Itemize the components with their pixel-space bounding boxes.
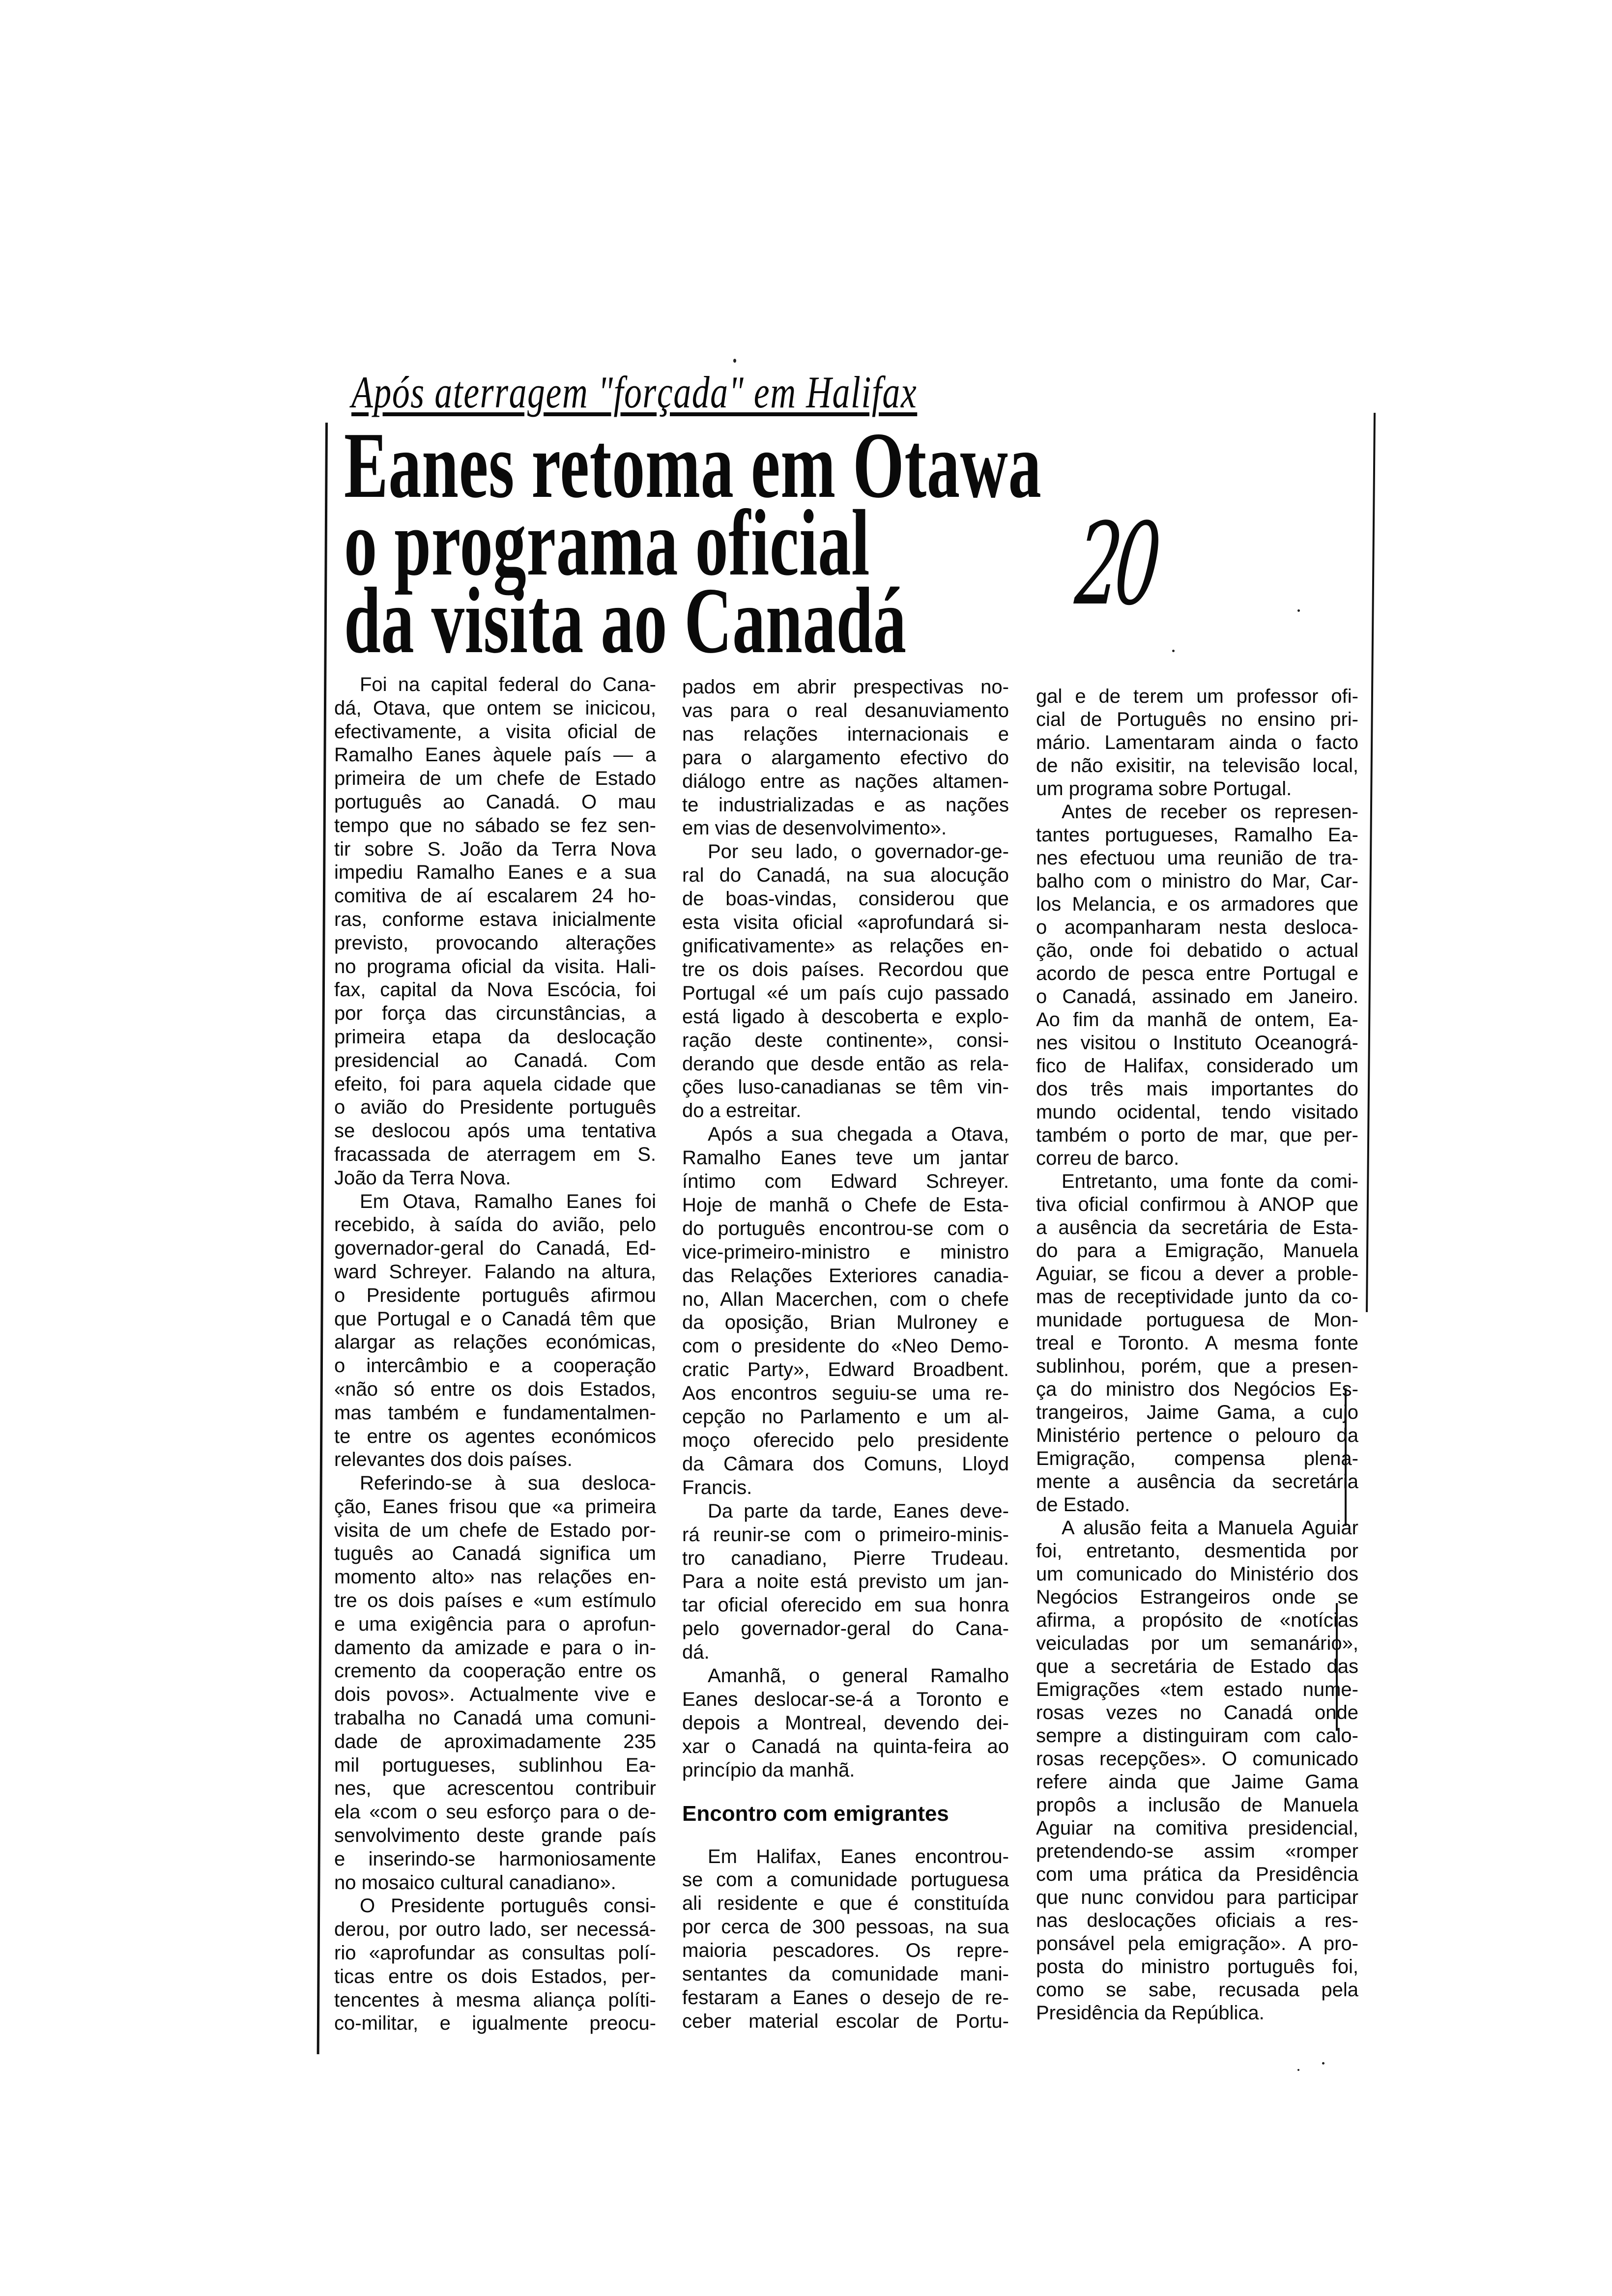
text-line: íntimo com Edward Schreyer. xyxy=(682,1171,1009,1193)
handwritten-page-number: 20 xyxy=(1071,499,1160,631)
article-headline xyxy=(344,413,1341,673)
text-line: nas deslocações oficiais a res- xyxy=(1036,1910,1358,1931)
text-line: ceber material escolar de Portu- xyxy=(682,2010,1009,2032)
article-paragraph xyxy=(682,1123,1009,1500)
text-line: Após a sua chegada a Otava, xyxy=(708,1123,1009,1146)
text-line: mente a ausência da secretária xyxy=(1036,1471,1358,1492)
text-line: gal e de terem um professor ofi- xyxy=(1036,686,1358,707)
text-line: momento alto» nas relações en- xyxy=(334,1566,656,1588)
text-line: tro canadiano, Pierre Trudeau. xyxy=(682,1547,1009,1569)
text-line: mas também e fundamentalmen- xyxy=(334,1402,656,1424)
text-line: rosas recepções». O comunicado xyxy=(1036,1748,1358,1770)
text-line: trangeiros, Jaime Gama, a cujo xyxy=(1036,1402,1358,1423)
scan-speck xyxy=(1297,2069,1299,2071)
text-line: ali residente e que é constituída xyxy=(682,1893,1009,1915)
text-line: presidencial ao Canadá. Com xyxy=(334,1049,656,1071)
text-line: Da parte da tarde, Eanes deve- xyxy=(708,1500,1009,1522)
text-line: sublinhou, porém, que a presen- xyxy=(1036,1355,1358,1377)
text-line: cial de Português no ensino pri- xyxy=(1036,709,1358,730)
text-line: e inserindo-se harmoniosamente xyxy=(334,1848,656,1870)
text-line: depois a Montreal, devendo dei- xyxy=(682,1712,1009,1734)
text-line: Ao fim da manhã de ontem, Ea- xyxy=(1036,1009,1358,1031)
text-line: dá, Otava, que ontem se inicicou, xyxy=(334,697,656,719)
text-line: tre os dois países. Recordou que xyxy=(682,958,1009,980)
article-paragraph xyxy=(334,1894,656,2036)
text-line: veiculadas por um semanário», xyxy=(1036,1633,1358,1654)
text-line: ça do ministro dos Negócios Es- xyxy=(1036,1378,1358,1400)
article-paragraph xyxy=(682,1845,1009,2034)
text-line: ção, Eanes frisou que «a primeira xyxy=(334,1495,656,1518)
text-line: refere ainda que Jaime Gama xyxy=(1036,1771,1358,1793)
text-line: Presidência da República. xyxy=(1036,2002,1265,2024)
text-line: Francis. xyxy=(682,1476,752,1498)
text-line: pelo governador-geral do Cana- xyxy=(682,1618,1009,1640)
text-line: também o porto de mar, que per- xyxy=(1036,1124,1358,1146)
text-line: Amanhã, o general Ramalho xyxy=(708,1665,1009,1687)
article-column-2 xyxy=(682,676,1009,2034)
text-line: rá reunir-se com o primeiro-minis- xyxy=(682,1523,1009,1546)
text-line: Entretanto, uma fonte da comi- xyxy=(1062,1171,1358,1192)
text-line: O Presidente português consi- xyxy=(360,1895,656,1917)
text-line: primeira etapa da deslocação xyxy=(334,1026,656,1048)
text-line: mas de receptividade junto da co- xyxy=(1036,1286,1358,1308)
text-line: comitiva de aí escalarem 24 ho- xyxy=(334,885,656,907)
text-line: propôs a inclusão de Manuela xyxy=(1036,1794,1358,1816)
text-line: um programa sobre Portugal. xyxy=(1036,778,1292,800)
text-line: no programa oficial da visita. Hali- xyxy=(334,955,656,977)
text-line: esta visita oficial «aprofundará si- xyxy=(682,912,1009,934)
text-line: posta do ministro português foi, xyxy=(1036,1956,1358,1978)
text-line: princípio da manhã. xyxy=(682,1759,855,1781)
text-line: balho com o ministro do Mar, Car- xyxy=(1036,870,1358,892)
text-line: afirma, a propósito de «notícias xyxy=(1036,1609,1358,1631)
text-line: Em Halifax, Eanes encontrou- xyxy=(708,1845,1009,1867)
text-line: acordo de pesca entre Portugal e xyxy=(1036,963,1358,984)
text-line: ções luso-canadianas se têm vin- xyxy=(682,1076,1009,1098)
text-line: que nunc convidou para participar xyxy=(1036,1887,1358,1908)
text-line: cremento da cooperação entre os xyxy=(334,1660,656,1682)
text-line: tempo que no sábado se fez sen- xyxy=(334,814,656,836)
text-line: munidade portuguesa de Mon- xyxy=(1036,1309,1358,1331)
text-line: Ramalho Eanes teve um jantar xyxy=(682,1147,1009,1169)
text-line: tir sobre S. João da Terra Nova xyxy=(334,838,656,860)
text-line: nes efectuou uma reunião de tra- xyxy=(1036,847,1358,869)
text-line: sempre a distinguiram com calo- xyxy=(1036,1725,1358,1747)
scan-speck xyxy=(1297,609,1300,612)
article-paragraph xyxy=(334,1472,656,1894)
text-line: correu de barco. xyxy=(1036,1148,1180,1169)
text-line: com uma prática da Presidência xyxy=(1036,1864,1358,1885)
text-line: tar oficial oferecido em sua honra xyxy=(682,1594,1009,1616)
text-line: ração deste continente», consi- xyxy=(682,1029,1009,1051)
text-line: «não só entre os dois Estados, xyxy=(334,1378,656,1400)
text-line: fico de Halifax, considerado um xyxy=(1036,1055,1358,1077)
text-line: damento da amizade e para o in- xyxy=(334,1636,656,1659)
text-line: rosas vezes no Canadá onde xyxy=(1036,1702,1358,1723)
text-line: do para a Emigração, Manuela xyxy=(1036,1240,1358,1262)
article-paragraph xyxy=(334,673,656,1190)
text-line: no, Allan Macerchen, com o chefe xyxy=(682,1288,1009,1310)
article-paragraph xyxy=(1036,685,1358,801)
text-line: tre os dois países e «um estímulo xyxy=(334,1590,656,1612)
text-line: das Relações Exteriores canadia- xyxy=(682,1264,1009,1287)
text-line: co-militar, e igualmente preocu- xyxy=(334,2012,656,2035)
text-line: recebido, à saída do avião, pelo xyxy=(334,1214,656,1236)
text-line: mário. Lamentaram ainda o facto xyxy=(1036,732,1358,753)
text-line: por cerca de 300 pessoas, na sua xyxy=(682,1916,1009,1938)
text-line: Portugal «é um país cujo passado xyxy=(682,982,1009,1004)
text-line: Aguiar, se ficou a dever a proble- xyxy=(1036,1263,1358,1285)
text-line: te entre os agentes económicos xyxy=(334,1425,656,1447)
text-line: está ligado à descoberta e explo- xyxy=(682,1005,1009,1028)
text-line: Referindo-se à sua desloca- xyxy=(360,1472,656,1494)
text-line: dá. xyxy=(682,1641,710,1664)
text-line: senvolvimento deste grande país xyxy=(334,1825,656,1847)
text-line: treal e Toronto. A mesma fonte xyxy=(1036,1332,1358,1354)
text-line: te industrializadas e as nações xyxy=(682,794,1009,816)
text-line: cepção no Parlamento e um al- xyxy=(682,1406,1009,1428)
text-line: da oposição, Brian Mulroney e xyxy=(682,1312,1009,1334)
text-line: mil portugueses, sublinhou Ea- xyxy=(334,1754,656,1776)
text-line: se com a comunidade portuguesa xyxy=(682,1869,1009,1891)
text-line: e uma exigência para o aprofun- xyxy=(334,1613,656,1635)
text-line: nes visitou o Instituto Oceanográ- xyxy=(1036,1032,1358,1054)
text-line: tiva oficial confirmou à ANOP que xyxy=(1036,1194,1358,1215)
text-line: Ministério pertence o pelouro da xyxy=(1036,1425,1358,1446)
text-line: para o alargamento efectivo do xyxy=(682,746,1009,769)
article-paragraph xyxy=(682,840,1009,1123)
text-line: ela «com o seu esforço para o de- xyxy=(334,1801,656,1823)
text-line: João da Terra Nova. xyxy=(334,1167,511,1189)
text-line: ral do Canadá, na sua alocução xyxy=(682,864,1009,887)
headline-line: Eanes retoma em Otawa xyxy=(344,413,1042,517)
article-column-3 xyxy=(1036,685,1358,2025)
text-line: xar o Canadá na quinta-feira ao xyxy=(682,1735,1009,1757)
text-line: nas relações internacionais e xyxy=(682,723,1009,745)
right-border-rule xyxy=(1366,413,1376,1312)
text-line: efeito, foi para aquela cidade que xyxy=(334,1073,656,1095)
text-line: derou, por outro lado, ser necessá- xyxy=(334,1919,656,1941)
text-line: ward Schreyer. Falando na altura, xyxy=(334,1261,656,1283)
text-line: Ramalho Eanes àquele país — a xyxy=(334,744,656,766)
article-kicker: Após aterragem "forçada" em Halifax xyxy=(351,367,918,417)
text-line: o avião do Presidente português xyxy=(334,1096,656,1119)
scan-speck xyxy=(733,359,736,363)
text-line: primeira de um chefe de Estado xyxy=(334,768,656,790)
text-line: fax, capital da Nova Escócia, foi xyxy=(334,979,656,1001)
headline-line: da visita ao Canadá xyxy=(344,568,907,673)
text-line: A alusão feita a Manuela Aguiar xyxy=(1062,1517,1358,1539)
text-line: ção, onde foi debatido o actual xyxy=(1036,940,1358,961)
text-line: Por seu lado, o governador-ge- xyxy=(708,841,1009,863)
text-line: previsto, provocando alterações xyxy=(334,932,656,954)
text-line: los Melancia, e os armadores que xyxy=(1036,893,1358,915)
text-line: o intercâmbio e a cooperação xyxy=(334,1355,656,1377)
text-line: do português encontrou-se com o xyxy=(682,1217,1009,1239)
text-line: tencentes à mesma aliança políti- xyxy=(334,1989,656,2011)
text-line: Hoje de manhã o Chefe de Esta- xyxy=(682,1194,1009,1216)
article-column-1 xyxy=(334,673,656,2036)
article-paragraph xyxy=(682,1665,1009,1782)
text-line: Aos encontros seguiu-se uma re- xyxy=(682,1382,1009,1405)
text-line: a ausência da secretária de Esta- xyxy=(1036,1217,1358,1238)
text-line: Eanes deslocar-se-á a Toronto e xyxy=(682,1688,1009,1710)
text-line: no mosaico cultural canadiano». xyxy=(334,1871,616,1894)
text-line: cratic Party», Edward Broadbent. xyxy=(682,1359,1009,1381)
headline-line: o programa oficial xyxy=(344,490,870,595)
text-line: gnificativamente» as relações en- xyxy=(682,935,1009,957)
text-line: governador-geral do Canadá, Ed- xyxy=(334,1237,656,1260)
text-line: dos três mais importantes do xyxy=(1036,1078,1358,1100)
text-line: por força das circunstâncias, a xyxy=(334,1003,656,1025)
article-paragraph xyxy=(1036,1517,1358,2025)
article-paragraph xyxy=(682,1500,1009,1665)
text-line: se deslocou após uma tentativa xyxy=(334,1120,656,1142)
text-line: foi, entretanto, desmentida por xyxy=(1036,1540,1358,1562)
text-line: dade de aproximadamente 235 xyxy=(334,1730,656,1752)
text-line: Emigrações «tem estado nume- xyxy=(1036,1679,1358,1700)
text-line: da Câmara dos Comuns, Lloyd xyxy=(682,1453,1009,1475)
text-line: tuguês ao Canadá significa um xyxy=(334,1543,656,1565)
text-line: de Estado. xyxy=(1036,1494,1130,1516)
text-line: como se sabe, recusada pela xyxy=(1036,1979,1358,2001)
text-line: rio «aprofundar as consultas polí- xyxy=(334,1942,656,1964)
article-paragraph xyxy=(1036,801,1358,1170)
text-line: impediu Ramalho Eanes e a sua xyxy=(334,861,656,884)
text-line: ponsável pela emigração». A pro- xyxy=(1036,1933,1358,1954)
text-line: moço oferecido pelo presidente xyxy=(682,1430,1009,1451)
text-line: sentantes da comunidade mani- xyxy=(682,1963,1009,1985)
text-line: efectivamente, a visita oficial de xyxy=(334,720,656,743)
scan-speck xyxy=(1172,650,1175,652)
text-line: português ao Canadá. O mau xyxy=(334,791,656,813)
text-line: festaram a Eanes o desejo de re- xyxy=(682,1986,1009,2009)
text-line: Aguiar na comitiva presidencial, xyxy=(1036,1817,1358,1839)
text-line: Negócios Estrangeiros onde se xyxy=(1036,1586,1358,1608)
text-line: fracassada de aterragem em S. xyxy=(334,1143,656,1165)
article-paragraph xyxy=(1036,1170,1358,1517)
text-line: Antes de receber os represen- xyxy=(1062,801,1358,823)
text-line: nes, que acrescentou contribuir xyxy=(334,1778,656,1800)
text-line: ras, conforme estava inicialmente xyxy=(334,908,656,930)
text-line: relevantes dos dois países. xyxy=(334,1449,573,1471)
text-line: que a secretária de Estado das xyxy=(1036,1656,1358,1677)
text-line: em vias de desenvolvimento». xyxy=(682,817,947,839)
text-line: Em Otava, Ramalho Eanes foi xyxy=(360,1190,656,1212)
text-line: do a estreitar. xyxy=(682,1100,802,1122)
text-line: pados em abrir prespectivas no- xyxy=(682,676,1009,698)
text-line: trabalha no Canadá uma comuni- xyxy=(334,1707,656,1729)
text-line: ticas entre os dois Estados, per- xyxy=(334,1965,656,1987)
scan-speck xyxy=(1322,2062,1324,2065)
section-subheading: Encontro com emigrantes xyxy=(682,1801,949,1826)
text-line: vice-primeiro-ministro e ministro xyxy=(682,1241,1009,1263)
text-line: com o presidente do «Neo Demo- xyxy=(682,1335,1009,1357)
text-line: alargar as relações económicas, xyxy=(334,1331,656,1353)
article-paragraph xyxy=(334,1190,656,1472)
text-line: que Portugal e o Canadá têm que xyxy=(334,1308,656,1330)
text-line: o acompanharam nesta desloca- xyxy=(1036,917,1358,938)
text-line: maioria pescadores. Os repre- xyxy=(682,1940,1009,1962)
text-line: o Presidente português afirmou xyxy=(334,1284,656,1306)
text-line: vas para o real desanuviamento xyxy=(682,699,1009,721)
text-line: diálogo entre as nações altamen- xyxy=(682,770,1009,792)
text-line: Foi na capital federal do Cana- xyxy=(360,674,656,695)
text-line: Emigração, compensa plena- xyxy=(1036,1448,1358,1469)
text-line: tantes portugueses, Ramalho Ea- xyxy=(1036,824,1358,846)
text-line: pretendendo-se assim «romper xyxy=(1036,1840,1358,1862)
text-line: de não exisitir, na televisão local, xyxy=(1036,755,1358,776)
text-line: derando que desde então as rela- xyxy=(682,1053,1009,1075)
text-line: um comunicado do Ministério dos xyxy=(1036,1563,1358,1585)
text-line: o Canadá, assinado em Janeiro. xyxy=(1036,986,1358,1007)
text-line: visita de um chefe de Estado por- xyxy=(334,1519,656,1541)
text-line: dois povos». Actualmente vive e xyxy=(334,1684,656,1706)
text-line: Para a noite está previsto um jan- xyxy=(682,1571,1009,1593)
text-line: de boas-vindas, considerou que xyxy=(682,888,1009,910)
article-paragraph xyxy=(682,676,1009,840)
left-border-rule xyxy=(317,423,328,2054)
text-line: mundo ocidental, tendo visitado xyxy=(1036,1101,1358,1123)
